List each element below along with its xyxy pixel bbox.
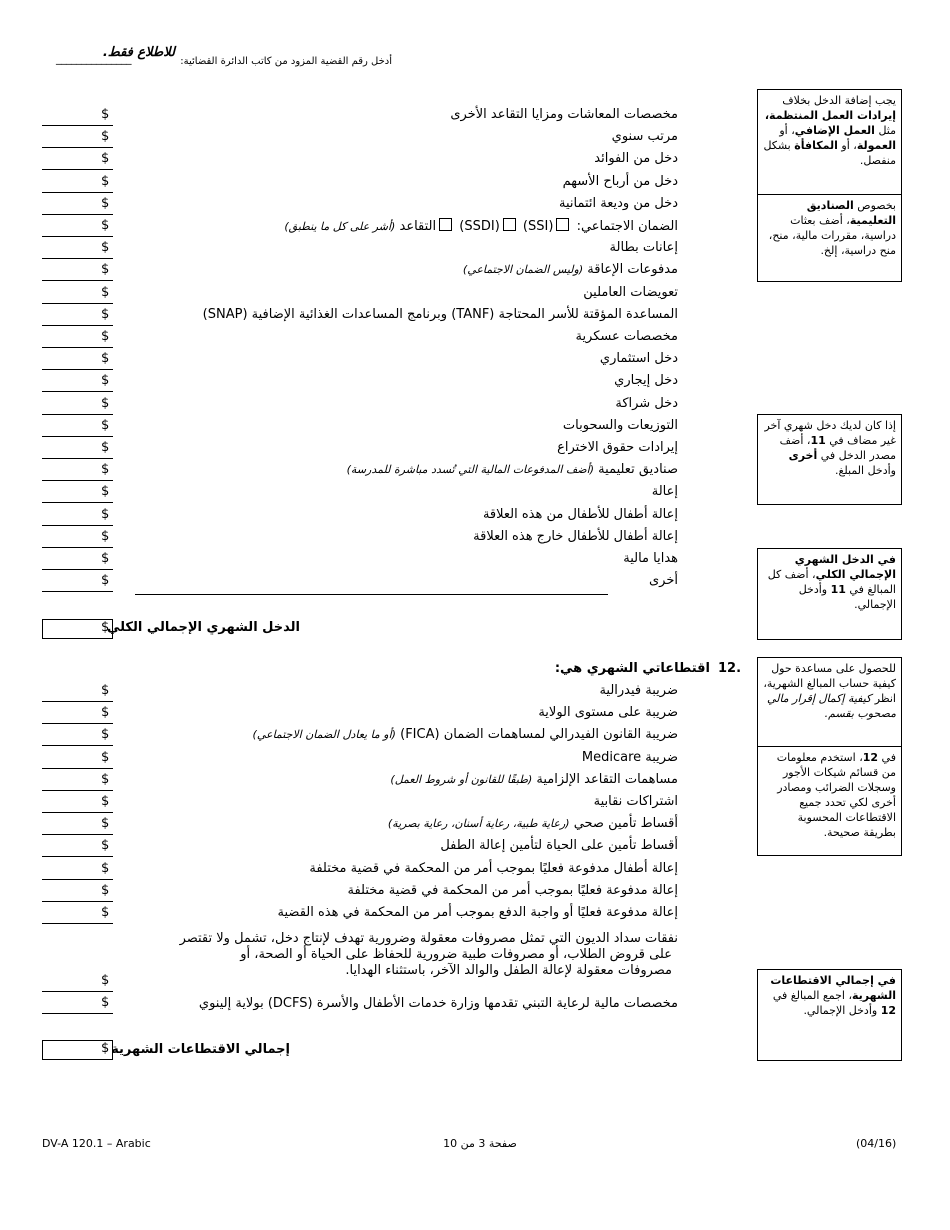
income-row-label — [118, 418, 678, 433]
deduction-row-amount[interactable] — [42, 745, 113, 746]
income-row-label — [118, 285, 678, 300]
income-row-label — [118, 551, 678, 566]
deduction-row-text: مساهمات التقاعد الإلزامية — [536, 771, 678, 787]
income-row-label — [118, 307, 678, 322]
income-row-label — [118, 484, 678, 499]
deduction-row-amount[interactable] — [42, 723, 113, 724]
income-row-dollar: $ — [101, 129, 110, 145]
section-number: 12. — [718, 661, 742, 676]
income-row-amount[interactable] — [42, 347, 113, 348]
deduction-row-dollar: $ — [101, 794, 110, 809]
income-row-label — [118, 373, 678, 388]
income-row-amount[interactable] — [42, 192, 113, 193]
income-row-text: إعالة أطفال للأطفال خارج هذه العلاقة — [473, 528, 678, 544]
deduction-row-dollar: $ — [101, 771, 110, 787]
total-income-dollar: $ — [101, 620, 110, 635]
deduction-row-amount[interactable] — [42, 701, 113, 702]
deduction-row-text: ضريبة القانون الفيدرالي لمساهمات الضمان (FICA) — [400, 727, 678, 743]
income-row-amount[interactable] — [42, 236, 113, 237]
deduction-row-label — [118, 772, 678, 787]
income-row-note: (أضف المدفوعات المالية التي تُسدد مباشرة للمدرسة) — [346, 463, 595, 477]
income-row-amount[interactable] — [42, 525, 113, 526]
deduction-row-dollar: $ — [101, 727, 110, 743]
dcfs-label: مخصصات مالية لرعاية التبني تقدمها وزارة خدمات الأطفال والأسرة (DCFS) بولاية إلينوي — [198, 996, 678, 1011]
income-row-text: إعالة أطفال للأطفال من هذه العلاقة — [482, 506, 678, 522]
income-row-note: (وليس الضمان الاجتماعي) — [462, 263, 584, 277]
dcfs-dollar: $ — [101, 995, 110, 1010]
retirement-checkbox[interactable] — [439, 218, 452, 231]
income-row-amount[interactable] — [42, 147, 113, 148]
deduction-row-label — [118, 838, 678, 853]
income-row-amount[interactable] — [42, 303, 113, 304]
deduction-row-amount[interactable] — [42, 923, 113, 924]
income-row-dollar: $ — [101, 284, 110, 300]
debt-amount[interactable] — [42, 991, 113, 992]
income-row-label — [118, 440, 678, 455]
income-row-label — [118, 107, 678, 122]
income-row-amount[interactable] — [42, 280, 113, 281]
debt-line-1: نفقات سداد الديون التي تمثل مصروفات معقولة وضرورية تهدف لإنتاج دخل، تشمل ولا تقتصر — [179, 931, 678, 946]
income-row-amount[interactable] — [42, 591, 113, 592]
income-row-dollar: $ — [101, 107, 110, 122]
income-row-label — [118, 174, 678, 189]
info-only-label: للاطلاع فقط. — [102, 45, 175, 60]
deduction-row-dollar: $ — [101, 816, 110, 832]
income-row-amount[interactable] — [42, 569, 113, 570]
ssi-checkbox[interactable] — [556, 218, 569, 231]
deduction-row-label — [118, 905, 678, 920]
deduction-row-amount[interactable] — [42, 856, 113, 857]
debt-line-3: مصروفات معقولة لإعالة الطفل والوالد الآخر، باستثناء الهدايا. — [345, 963, 672, 978]
income-row-amount[interactable] — [42, 436, 113, 437]
case-number-field[interactable]: _______________ — [56, 52, 131, 65]
deduction-row-text: اشتراكات نقابية — [593, 794, 678, 809]
deduction-row-dollar: $ — [101, 905, 110, 920]
debt-line-2: على قروض الطلاب، أو مصروفات طبية ضرورية للحفاظ على الحياة أو الصحة، أو — [240, 947, 672, 962]
retirement-label: التقاعد — [399, 219, 437, 234]
sidebar-box-regular-income: يجب إضافة الدخل بخلاف إيرادات العمل المنتظمة، مثل العمل الإضافي، أو العمولة، أو المكافأة بشكل منفصل. — [757, 89, 902, 195]
deduction-row-label — [118, 883, 678, 898]
income-row-label — [118, 462, 678, 477]
income-row-label — [118, 507, 678, 522]
income-row-text: أخرى — [649, 573, 678, 589]
total-deductions-label: إجمالي الاقتطاعات الشهرية — [111, 1042, 290, 1057]
ssi-label: (SSI) — [522, 219, 554, 234]
income-row-dollar: $ — [101, 417, 110, 433]
income-row-text: دخل من أرباح الأسهم — [562, 173, 678, 189]
deduction-row-dollar: $ — [101, 705, 110, 721]
income-row-amount[interactable] — [42, 547, 113, 548]
income-row-amount[interactable] — [42, 169, 113, 170]
deduction-row-text: ضريبة Medicare — [581, 749, 678, 765]
deduction-row-text: إعالة مدفوعة فعليًا أو واجبة الدفع بموجب أمر من المحكمة في هذه القضية — [277, 905, 678, 920]
income-row-text: هدايا مالية — [623, 551, 678, 566]
income-row-label — [118, 240, 678, 255]
income-row-label — [118, 573, 678, 588]
sidebar-box-deduction-sources: في 12، استخدم معلومات من قسائم شيكات الأجور وسجلات الضرائب ومصادر أخرى لكي تحدد جميع الاقتطاعات المحسوبة بطريقة صحيحة. — [757, 746, 902, 856]
ssdi-label: (SSDI) — [459, 219, 500, 234]
income-row-text: مرتب سنوي — [611, 129, 678, 145]
dcfs-amount[interactable] — [42, 1013, 113, 1014]
deduction-row-text: إعالة أطفال مدفوعة فعليًا بموجب أمر من المحكمة في قضية مختلفة — [309, 860, 678, 876]
sidebar-box-other-income: إذا كان لديك دخل شهري آخر غير مضاف في 11، أضف مصدر الدخل في أخرى وأدخل المبلغ. — [757, 414, 902, 505]
deduction-row-label — [118, 816, 678, 831]
debt-expenses-text — [118, 931, 678, 979]
income-row-amount[interactable] — [42, 480, 113, 481]
page-number: صفحة 3 من 10 — [443, 1137, 517, 1150]
income-row-text: إعانات بطالة — [609, 240, 678, 256]
income-row-text: دخل شراكة — [615, 395, 678, 411]
income-row-dollar: $ — [101, 151, 110, 167]
income-row-dollar: $ — [101, 528, 110, 544]
income-row-label — [118, 529, 678, 544]
income-row-note: (أشر على كل ما ينطبق) — [284, 220, 396, 233]
income-row-text: مخصصات عسكرية — [575, 329, 678, 344]
other-income-line[interactable] — [135, 594, 608, 595]
income-row-dollar: $ — [101, 329, 110, 344]
income-row-label — [118, 196, 678, 211]
deduction-row-label — [118, 861, 678, 876]
deduction-row-amount[interactable] — [42, 812, 113, 813]
income-row-amount[interactable] — [42, 325, 113, 326]
income-row-dollar: $ — [101, 240, 110, 256]
income-row-label — [118, 329, 678, 344]
income-row-dollar: $ — [101, 173, 110, 189]
income-row-amount[interactable] — [42, 125, 113, 126]
income-row-text: المساعدة المؤقتة للأسر المحتاجة (TANF) وبرنامج المساعدات الغذائية الإضافية (SNAP) — [202, 306, 678, 322]
deduction-row-label — [118, 683, 678, 698]
deduction-row-amount[interactable] — [42, 768, 113, 769]
income-row-amount[interactable] — [42, 214, 113, 215]
income-row-text: التوزيعات والسحوبات — [562, 417, 678, 433]
deduction-row-label — [118, 794, 678, 809]
income-row-dollar: $ — [101, 484, 110, 500]
income-row-dollar: $ — [101, 462, 110, 478]
deduction-row-text: ضريبة فيدرالية — [599, 683, 678, 698]
total-income-label: الدخل الشهري الإجمالي الكلي — [106, 620, 300, 635]
sidebar-box-monthly-help: للحصول على مساعدة حول كيفية حساب المبالغ الشهرية، انظر كيفية إكمال إقرار مالي مصحوب بقسم. — [757, 657, 902, 747]
income-row-label — [118, 351, 678, 366]
income-row-text: دخل من وديعة ائتمانية — [559, 195, 678, 211]
deduction-row-dollar: $ — [101, 838, 110, 854]
income-row-text: الضمان الاجتماعي: — [576, 219, 678, 234]
total-deductions-dollar: $ — [101, 1041, 110, 1056]
income-row-label — [118, 151, 678, 166]
deduction-row-label — [118, 705, 678, 720]
deduction-row-dollar: $ — [101, 882, 110, 898]
deduction-row-label — [118, 727, 678, 742]
deduction-row-label — [118, 750, 678, 765]
income-row-text: تعويضات العاملين — [583, 284, 678, 300]
deduction-row-dollar: $ — [101, 860, 110, 876]
deduction-row-note: (أو ما يعادل الضمان الاجتماعي) — [252, 728, 396, 742]
income-row-dollar: $ — [101, 440, 110, 455]
deduction-row-amount[interactable] — [42, 834, 113, 835]
income-row-text: دخل إيجاري — [614, 373, 678, 389]
income-row-text: إيرادات حقوق الاختراع — [557, 440, 678, 455]
income-row-label — [118, 218, 678, 234]
sidebar-box-education-funds: بخصوص الصناديق التعليمية، أضف بعثات دراسية، مقررات مالية، منح، منح دراسية، إلخ. — [757, 194, 902, 282]
deduction-row-text: ضريبة على مستوى الولاية — [538, 705, 678, 721]
sidebar-box-total-income: في الدخل الشهري الإجمالي الكلي، أضف كل المبالغ في 11 وأدخل الإجمالي. — [757, 548, 902, 640]
income-row-label — [118, 262, 678, 277]
income-row-amount[interactable] — [42, 258, 113, 259]
income-row-dollar: $ — [101, 262, 110, 278]
income-row-label — [118, 129, 678, 144]
sidebar-box-total-deductions: في إجمالي الاقتطاعات الشهرية، اجمع المبالغ في 12 وأدخل الإجمالي. — [757, 969, 902, 1061]
income-row-text: صناديق تعليمية — [598, 462, 678, 478]
deduction-row-dollar: $ — [101, 749, 110, 765]
income-row-amount[interactable] — [42, 458, 113, 459]
form-date: (04/16) — [856, 1137, 897, 1150]
income-row-amount[interactable] — [42, 414, 113, 415]
income-row-amount[interactable] — [42, 391, 113, 392]
income-row-text: دخل استثماري — [599, 351, 678, 367]
deduction-row-amount[interactable] — [42, 901, 113, 902]
deduction-row-text: أقساط تأمين صحي — [573, 816, 678, 832]
ssdi-checkbox[interactable] — [503, 218, 516, 231]
income-row-text: مدفوعات الإعاقة — [587, 262, 678, 278]
income-row-label — [118, 396, 678, 411]
income-row-dollar: $ — [101, 395, 110, 411]
case-number-label: أدخل رقم القضية المزود من كاتب الدائرة القضائية: — [180, 56, 392, 67]
income-row-text: مخصصات المعاشات ومزايا التقاعد الأخرى — [450, 107, 678, 122]
income-row-dollar: $ — [101, 506, 110, 522]
income-row-text: إعالة — [651, 484, 678, 500]
deduction-row-dollar: $ — [101, 683, 110, 698]
income-row-text: دخل من الفوائد — [594, 151, 678, 167]
deduction-row-note: (طبقًا للقانون أو شروط العمل) — [390, 772, 533, 786]
deduction-row-amount[interactable] — [42, 790, 113, 791]
form-id: DV-A 120.1 – Arabic — [42, 1137, 151, 1150]
income-row-dollar: $ — [101, 551, 110, 566]
deduction-row-amount[interactable] — [42, 879, 113, 880]
income-row-dollar: $ — [101, 218, 110, 233]
income-row-dollar: $ — [101, 573, 110, 589]
income-row-amount[interactable] — [42, 502, 113, 503]
income-row-dollar: $ — [101, 195, 110, 211]
deductions-heading: اقتطاعاتي الشهري هي: — [554, 661, 710, 676]
income-row-amount[interactable] — [42, 369, 113, 370]
debt-dollar: $ — [101, 973, 110, 988]
income-row-dollar: $ — [101, 351, 110, 367]
income-row-dollar: $ — [101, 306, 110, 322]
income-row-dollar: $ — [101, 373, 110, 389]
deduction-row-note: (رعاية طبية، رعاية أسنان، رعاية بصرية) — [387, 817, 570, 831]
deduction-row-text: أقساط تأمين على الحياة لتأمين إعالة الطفل — [440, 838, 678, 854]
deduction-row-text: إعالة مدفوعة فعليًا بموجب أمر من المحكمة في قضية مختلفة — [347, 882, 678, 898]
